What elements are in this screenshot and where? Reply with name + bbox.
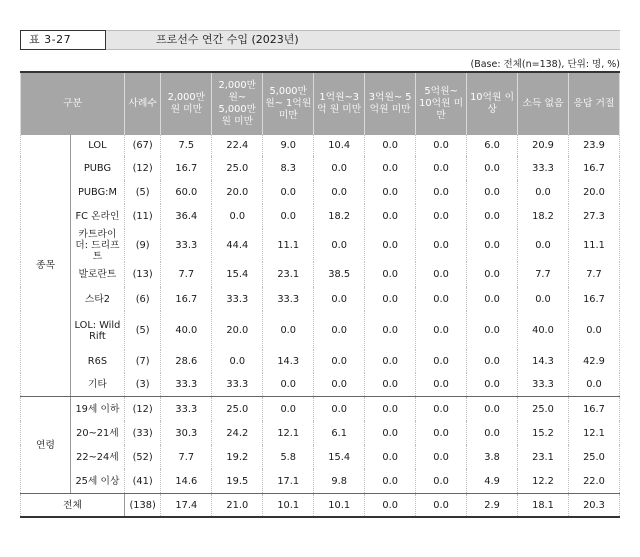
table-row [21, 469, 620, 494]
table-row [21, 287, 620, 311]
sample-count: (52) [124, 445, 160, 469]
column-header: 사례수 [124, 72, 160, 135]
value-cell: 40.0 [518, 311, 569, 350]
value-cell: 0.0 [365, 373, 416, 397]
row-label: 스타2 [70, 287, 124, 311]
value-cell: 17.1 [263, 469, 314, 494]
value-cell: 6.0 [467, 135, 518, 156]
value-cell: 7.7 [161, 445, 212, 469]
value-cell: 18.1 [518, 494, 569, 518]
value-cell: 0.0 [416, 311, 467, 350]
sample-count: (3) [124, 373, 160, 397]
value-cell: 18.2 [314, 204, 365, 229]
row-label: FC 온라인 [70, 204, 124, 229]
value-cell: 42.9 [568, 350, 619, 373]
value-cell: 0.0 [568, 311, 619, 350]
value-cell: 0.0 [365, 311, 416, 350]
total-row [21, 494, 620, 518]
value-cell: 0.0 [467, 421, 518, 445]
sample-count: (5) [124, 180, 160, 204]
value-cell: 0.0 [314, 180, 365, 204]
table-row [21, 350, 620, 373]
value-cell: 0.0 [467, 350, 518, 373]
table-row [21, 311, 620, 350]
table-row [21, 229, 620, 262]
value-cell: 0.0 [314, 397, 365, 422]
value-cell: 0.0 [416, 262, 467, 287]
column-header: 3억원~ 5억원 미만 [365, 72, 416, 135]
sample-count: (6) [124, 287, 160, 311]
value-cell: 0.0 [467, 204, 518, 229]
value-cell: 0.0 [263, 204, 314, 229]
value-cell: 0.0 [365, 229, 416, 262]
value-cell: 0.0 [314, 311, 365, 350]
value-cell: 0.0 [365, 135, 416, 156]
base-note: (Base: 전체(n=138), 단위: 명, %) [470, 59, 620, 70]
value-cell: 22.0 [568, 469, 619, 494]
sample-count: (12) [124, 397, 160, 422]
value-cell: 0.0 [365, 445, 416, 469]
value-cell: 14.3 [518, 350, 569, 373]
value-cell: 60.0 [161, 180, 212, 204]
value-cell: 0.0 [212, 204, 263, 229]
value-cell: 20.0 [568, 180, 619, 204]
column-header: 2,000만원 미만 [161, 72, 212, 135]
value-cell: 7.7 [518, 262, 569, 287]
value-cell: 0.0 [416, 373, 467, 397]
value-cell: 20.9 [518, 135, 569, 156]
value-cell: 0.0 [314, 287, 365, 311]
column-header: 소득 없음 [518, 72, 569, 135]
value-cell: 7.5 [161, 135, 212, 156]
value-cell: 0.0 [365, 156, 416, 180]
value-cell: 0.0 [365, 469, 416, 494]
value-cell: 0.0 [365, 262, 416, 287]
value-cell: 11.1 [263, 229, 314, 262]
value-cell: 0.0 [365, 421, 416, 445]
value-cell: 17.4 [161, 494, 212, 518]
value-cell: 0.0 [416, 494, 467, 518]
value-cell: 3.8 [467, 445, 518, 469]
value-cell: 0.0 [314, 350, 365, 373]
row-label: R6S [70, 350, 124, 373]
value-cell: 12.1 [263, 421, 314, 445]
value-cell: 0.0 [365, 397, 416, 422]
value-cell: 0.0 [263, 373, 314, 397]
row-label: 카트라이더: 드리프트 [70, 229, 124, 262]
value-cell: 10.1 [263, 494, 314, 518]
value-cell: 36.4 [161, 204, 212, 229]
value-cell: 0.0 [263, 311, 314, 350]
row-label: 25세 이상 [70, 469, 124, 494]
table-title-bar [20, 30, 620, 50]
value-cell: 4.9 [467, 469, 518, 494]
sample-count: (7) [124, 350, 160, 373]
table-row [21, 445, 620, 469]
value-cell: 27.3 [568, 204, 619, 229]
value-cell: 0.0 [416, 180, 467, 204]
sample-count: (11) [124, 204, 160, 229]
value-cell: 0.0 [467, 262, 518, 287]
table-header-row [21, 72, 620, 135]
row-label: 기타 [70, 373, 124, 397]
table-number: 표 3-27 [20, 30, 106, 50]
value-cell: 0.0 [314, 229, 365, 262]
value-cell: 0.0 [467, 229, 518, 262]
value-cell: 23.9 [568, 135, 619, 156]
row-label: PUBG:M [70, 180, 124, 204]
column-header: 응답 거절 [568, 72, 619, 135]
value-cell: 44.4 [212, 229, 263, 262]
sample-count: (67) [124, 135, 160, 156]
row-label: LOL: Wild Rift [70, 311, 124, 350]
value-cell: 0.0 [416, 445, 467, 469]
value-cell: 24.2 [212, 421, 263, 445]
value-cell: 20.0 [212, 311, 263, 350]
value-cell: 0.0 [416, 421, 467, 445]
table-row [21, 135, 620, 156]
table-row [21, 421, 620, 445]
value-cell: 25.0 [518, 397, 569, 422]
row-label: PUBG [70, 156, 124, 180]
value-cell: 5.8 [263, 445, 314, 469]
value-cell: 0.0 [416, 287, 467, 311]
value-cell: 9.8 [314, 469, 365, 494]
value-cell: 0.0 [568, 373, 619, 397]
value-cell: 25.0 [212, 397, 263, 422]
value-cell: 25.0 [568, 445, 619, 469]
value-cell: 38.5 [314, 262, 365, 287]
value-cell: 33.3 [161, 373, 212, 397]
column-header: 1억원~3억 원 미만 [314, 72, 365, 135]
value-cell: 21.0 [212, 494, 263, 518]
value-cell: 2.9 [467, 494, 518, 518]
value-cell: 14.3 [263, 350, 314, 373]
value-cell: 19.2 [212, 445, 263, 469]
value-cell: 16.7 [161, 156, 212, 180]
value-cell: 0.0 [263, 397, 314, 422]
value-cell: 0.0 [365, 494, 416, 518]
table-row [21, 156, 620, 180]
table-row [21, 180, 620, 204]
column-header: 2,000만원~ 5,000만원 미만 [212, 72, 263, 135]
value-cell: 25.0 [212, 156, 263, 180]
value-cell: 0.0 [467, 180, 518, 204]
column-header: 10억원 이상 [467, 72, 518, 135]
value-cell: 23.1 [263, 262, 314, 287]
value-cell: 33.3 [518, 373, 569, 397]
sample-count: (33) [124, 421, 160, 445]
value-cell: 0.0 [416, 397, 467, 422]
table-body [21, 135, 620, 517]
sample-count: (12) [124, 156, 160, 180]
column-header: 5억원~ 10억원 미만 [416, 72, 467, 135]
row-label: LOL [70, 135, 124, 156]
value-cell: 0.0 [365, 350, 416, 373]
value-cell: 0.0 [416, 204, 467, 229]
value-cell: 0.0 [365, 287, 416, 311]
value-cell: 7.7 [161, 262, 212, 287]
value-cell: 16.7 [568, 156, 619, 180]
income-table [20, 71, 620, 518]
value-cell: 9.0 [263, 135, 314, 156]
value-cell: 15.4 [314, 445, 365, 469]
value-cell: 0.0 [263, 180, 314, 204]
row-label: 20~21세 [70, 421, 124, 445]
value-cell: 0.0 [365, 204, 416, 229]
value-cell: 6.1 [314, 421, 365, 445]
value-cell: 8.3 [263, 156, 314, 180]
value-cell: 23.1 [518, 445, 569, 469]
table-row [21, 262, 620, 287]
value-cell: 11.1 [568, 229, 619, 262]
value-cell: 0.0 [467, 156, 518, 180]
value-cell: 28.6 [161, 350, 212, 373]
value-cell: 0.0 [314, 373, 365, 397]
group-label: 연령 [21, 397, 71, 494]
value-cell: 33.3 [263, 287, 314, 311]
value-cell: 12.1 [568, 421, 619, 445]
value-cell: 30.3 [161, 421, 212, 445]
value-cell: 10.1 [314, 494, 365, 518]
value-cell: 0.0 [518, 287, 569, 311]
group-label: 종목 [21, 135, 71, 397]
value-cell: 20.0 [212, 180, 263, 204]
value-cell: 16.7 [568, 397, 619, 422]
value-cell: 33.3 [212, 287, 263, 311]
total-label: 전체 [21, 494, 125, 518]
value-cell: 0.0 [518, 180, 569, 204]
sample-count: (5) [124, 311, 160, 350]
value-cell: 0.0 [416, 135, 467, 156]
value-cell: 0.0 [416, 229, 467, 262]
value-cell: 0.0 [416, 350, 467, 373]
value-cell: 14.6 [161, 469, 212, 494]
value-cell: 18.2 [518, 204, 569, 229]
table-title: 프로선수 연간 수입 (2023년) [106, 30, 620, 50]
table-row [21, 373, 620, 397]
value-cell: 22.4 [212, 135, 263, 156]
value-cell: 0.0 [416, 156, 467, 180]
row-label: 22~24세 [70, 445, 124, 469]
table-row [21, 397, 620, 422]
value-cell: 10.4 [314, 135, 365, 156]
column-header: 5,000만원~ 1억원 미만 [263, 72, 314, 135]
value-cell: 0.0 [212, 350, 263, 373]
value-cell: 16.7 [568, 287, 619, 311]
value-cell: 19.5 [212, 469, 263, 494]
value-cell: 15.4 [212, 262, 263, 287]
value-cell: 33.3 [161, 229, 212, 262]
sample-count: (138) [124, 494, 160, 518]
value-cell: 0.0 [467, 311, 518, 350]
sample-count: (9) [124, 229, 160, 262]
value-cell: 16.7 [161, 287, 212, 311]
column-header: 구분 [21, 72, 125, 135]
value-cell: 15.2 [518, 421, 569, 445]
value-cell: 0.0 [416, 469, 467, 494]
value-cell: 40.0 [161, 311, 212, 350]
value-cell: 0.0 [365, 180, 416, 204]
value-cell: 7.7 [568, 262, 619, 287]
value-cell: 0.0 [467, 373, 518, 397]
value-cell: 20.3 [568, 494, 619, 518]
row-label: 19세 이하 [70, 397, 124, 422]
value-cell: 33.3 [212, 373, 263, 397]
sample-count: (13) [124, 262, 160, 287]
value-cell: 33.3 [518, 156, 569, 180]
value-cell: 12.2 [518, 469, 569, 494]
value-cell: 0.0 [467, 287, 518, 311]
table-row [21, 204, 620, 229]
value-cell: 0.0 [314, 156, 365, 180]
value-cell: 33.3 [161, 397, 212, 422]
row-label: 발로란트 [70, 262, 124, 287]
value-cell: 0.0 [518, 229, 569, 262]
value-cell: 0.0 [467, 397, 518, 422]
sample-count: (41) [124, 469, 160, 494]
